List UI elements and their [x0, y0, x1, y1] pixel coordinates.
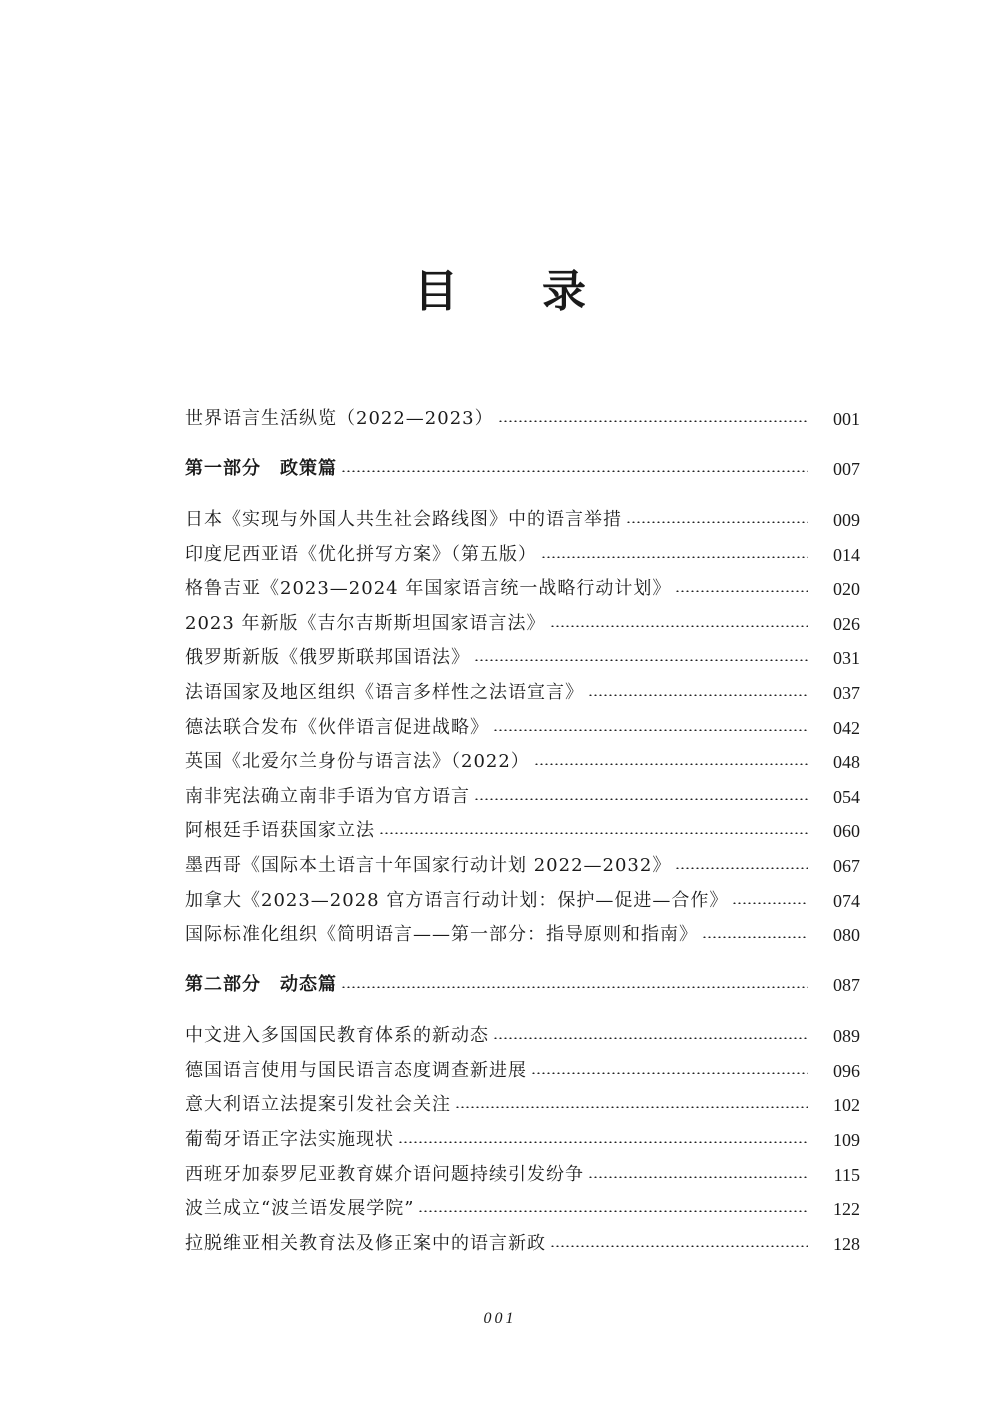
- toc-entry[interactable]: [185, 1090, 860, 1120]
- toc-entry-page: 037: [833, 683, 860, 703]
- page-title: [0, 262, 1000, 322]
- toc-entry-page: 080: [833, 925, 860, 945]
- dot-leader: [675, 590, 808, 592]
- toc-entry[interactable]: [185, 678, 860, 708]
- toc-entry[interactable]: [185, 886, 860, 916]
- toc-entry-title: 拉脱维亚相关教育法及修正案中的语言新政: [185, 1233, 546, 1254]
- toc-entry-title: 西班牙加泰罗尼亚教育媒介语问题持续引发纷争: [185, 1164, 584, 1185]
- dot-leader: [675, 867, 808, 869]
- dot-leader: [493, 729, 808, 731]
- toc-entry-page: 048: [833, 752, 860, 772]
- dot-leader: [379, 832, 808, 834]
- dot-leader: [341, 470, 808, 472]
- dot-leader: [588, 694, 808, 696]
- toc-entry[interactable]: [185, 609, 860, 639]
- dot-leader: [341, 986, 808, 988]
- toc-entry-page: 042: [833, 718, 860, 738]
- toc-entry[interactable]: [185, 574, 860, 604]
- toc-entry[interactable]: [185, 816, 860, 846]
- toc-entry-title: 格鲁吉亚《2023—2024 年国家语言统一战略行动计划》: [185, 578, 672, 599]
- dot-leader: [588, 1176, 808, 1178]
- toc-entry-page: 054: [833, 787, 860, 807]
- toc-entry-page: 089: [833, 1026, 860, 1046]
- toc-entry[interactable]: [185, 540, 860, 570]
- toc-entry-title: 德国语言使用与国民语言态度调查新进展: [185, 1060, 527, 1081]
- toc-entry-page: 109: [833, 1130, 860, 1150]
- toc-entry-page: 074: [833, 891, 860, 911]
- toc-entry-title: 法语国家及地区组织《语言多样性之法语宣言》: [185, 682, 584, 703]
- toc-entry-title: 波兰成立“波兰语发展学院”: [185, 1198, 415, 1219]
- dot-leader: [702, 936, 808, 938]
- toc-entry-title: 墨西哥《国际本土语言十年国家行动计划 2022—2032》: [185, 855, 672, 876]
- toc-entry[interactable]: [185, 1194, 860, 1224]
- toc-entry-title: 2023 年新版《吉尔吉斯斯坦国家语言法》: [185, 613, 546, 634]
- toc-entry-title: 第一部分 政策篇: [185, 458, 337, 479]
- toc-entry-page: 128: [833, 1234, 860, 1254]
- toc-entry-page: 115: [833, 1165, 860, 1185]
- toc-entry-title: 加拿大《2023—2028 官方语言行动计划：保护—促进—合作》: [185, 890, 729, 911]
- dot-leader: [498, 420, 808, 422]
- toc-entry-title: 意大利语立法提案引发社会关注: [185, 1094, 451, 1115]
- dot-leader: [550, 1245, 808, 1247]
- dot-leader: [541, 556, 808, 558]
- dot-leader: [418, 1210, 808, 1212]
- toc-entry-page: 007: [833, 459, 860, 479]
- toc-entry-title: 阿根廷手语获国家立法: [185, 820, 375, 841]
- dot-leader: [474, 659, 808, 661]
- toc-entry[interactable]: [185, 1160, 860, 1190]
- toc-entry[interactable]: [185, 1056, 860, 1086]
- title-char-2: 录: [542, 266, 586, 317]
- dot-leader: [455, 1106, 808, 1108]
- dot-leader: [534, 763, 808, 765]
- toc-entry-title: 国际标准化组织《简明语言——第一部分：指导原则和指南》: [185, 924, 698, 945]
- dot-leader: [398, 1141, 808, 1143]
- dot-leader: [550, 625, 808, 627]
- toc-entry[interactable]: [185, 404, 860, 434]
- dot-leader: [626, 521, 808, 523]
- toc-entry-page: 096: [833, 1061, 860, 1081]
- toc-entry-title: 日本《实现与外国人共生社会路线图》中的语言举措: [185, 509, 622, 530]
- toc-entry-page: 087: [833, 975, 860, 995]
- dot-leader: [732, 902, 808, 904]
- toc-entry-page: 009: [833, 510, 860, 530]
- toc-entry[interactable]: [185, 1229, 860, 1259]
- toc-section-heading[interactable]: [185, 454, 860, 484]
- toc-entry-page: 060: [833, 821, 860, 841]
- toc-entry-page: 122: [833, 1199, 860, 1219]
- toc-entry[interactable]: [185, 1125, 860, 1155]
- dot-leader: [493, 1037, 808, 1039]
- toc-entry[interactable]: [185, 747, 860, 777]
- toc-section-heading[interactable]: [185, 970, 860, 1000]
- toc-entry[interactable]: [185, 505, 860, 535]
- toc-entry-page: 102: [833, 1095, 860, 1115]
- toc-entry[interactable]: [185, 782, 860, 812]
- toc-entry-title: 中文进入多国国民教育体系的新动态: [185, 1025, 489, 1046]
- toc-entry-page: 026: [833, 614, 860, 634]
- toc-entry-page: 001: [833, 409, 860, 429]
- toc-entry[interactable]: [185, 713, 860, 743]
- toc-entry-title: 俄罗斯新版《俄罗斯联邦国语法》: [185, 647, 470, 668]
- toc-entry-title: 印度尼西亚语《优化拼写方案》（第五版）: [185, 544, 537, 565]
- toc-entry-page: 067: [833, 856, 860, 876]
- toc-entry[interactable]: [185, 643, 860, 673]
- title-char-1: 目: [414, 266, 458, 317]
- page-number: 001: [483, 1310, 517, 1327]
- toc-entry-title: 葡萄牙语正字法实施现状: [185, 1129, 394, 1150]
- toc-entry[interactable]: [185, 851, 860, 881]
- toc-entry-page: 014: [833, 545, 860, 565]
- toc-entry-title: 第二部分 动态篇: [185, 974, 337, 995]
- dot-leader: [531, 1072, 808, 1074]
- toc-entry-title: 英国《北爱尔兰身份与语言法》（2022）: [185, 751, 530, 772]
- toc-entry-title: 南非宪法确立南非手语为官方语言: [185, 786, 470, 807]
- toc-entry-page: 020: [833, 579, 860, 599]
- toc-entry-page: 031: [833, 648, 860, 668]
- toc-entry-title: 世界语言生活纵览（2022—2023）: [185, 408, 494, 429]
- toc-entry[interactable]: [185, 1021, 860, 1051]
- toc-entry-title: 德法联合发布《伙伴语言促进战略》: [185, 717, 489, 738]
- dot-leader: [474, 798, 808, 800]
- toc-entry[interactable]: [185, 920, 860, 950]
